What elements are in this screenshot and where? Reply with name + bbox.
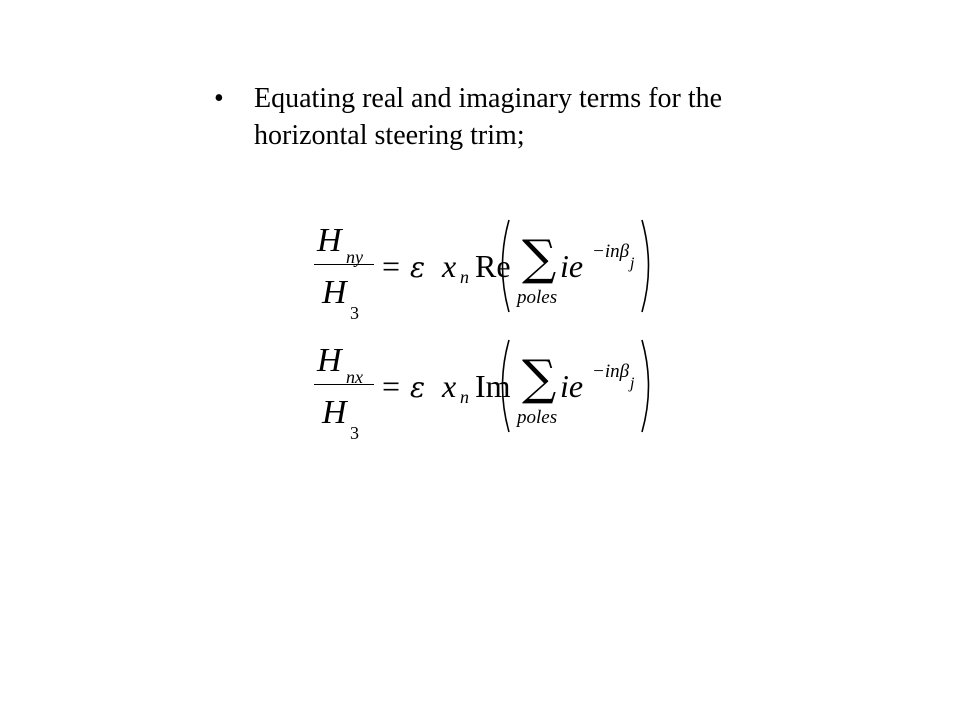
right-paren — [640, 338, 656, 434]
bullet-text: Equating real and imaginary terms for the horizontal steering trim; — [254, 83, 723, 151]
left-paren — [495, 338, 511, 434]
fraction-bar — [314, 264, 374, 265]
sum-index-poles: poles — [517, 287, 558, 308]
exponent-subscript: j — [630, 255, 635, 272]
denominator-subscript: 3 — [350, 303, 359, 323]
equation-real — [290, 214, 710, 324]
right-paren — [640, 218, 656, 314]
term-ie: ie — [560, 248, 584, 284]
numerator-H: H — [317, 222, 342, 259]
x-variable: x — [442, 248, 457, 284]
imaginary-part-operator: Im — [475, 368, 511, 404]
denominator-H: H — [322, 394, 347, 431]
epsilon-symbol: ε — [410, 251, 426, 284]
x-variable: x — [442, 368, 457, 404]
equals-sign: = — [382, 368, 401, 404]
epsilon-symbol: ε — [410, 371, 426, 404]
exponent: −inβ — [592, 361, 630, 382]
sum-index-poles: poles — [517, 407, 558, 428]
numerator-subscript: nx — [346, 367, 363, 387]
bullet-marker: • — [214, 83, 224, 114]
exponent: −inβ — [592, 241, 630, 262]
numerator-subscript: ny — [346, 247, 363, 267]
sum-symbol: ∑ — [522, 230, 557, 286]
denominator-H: H — [322, 274, 347, 311]
x-subscript: n — [460, 387, 469, 407]
equation-imaginary — [290, 334, 710, 444]
fraction-bar — [314, 384, 374, 385]
real-part-operator: Re — [475, 248, 511, 284]
denominator-subscript: 3 — [350, 423, 359, 443]
left-paren — [495, 218, 511, 314]
exponent-subscript: j — [630, 375, 635, 392]
x-subscript: n — [460, 267, 469, 287]
term-ie: ie — [560, 368, 584, 404]
sum-symbol: ∑ — [522, 350, 557, 406]
numerator-H: H — [317, 342, 342, 379]
equals-sign: = — [382, 248, 401, 284]
